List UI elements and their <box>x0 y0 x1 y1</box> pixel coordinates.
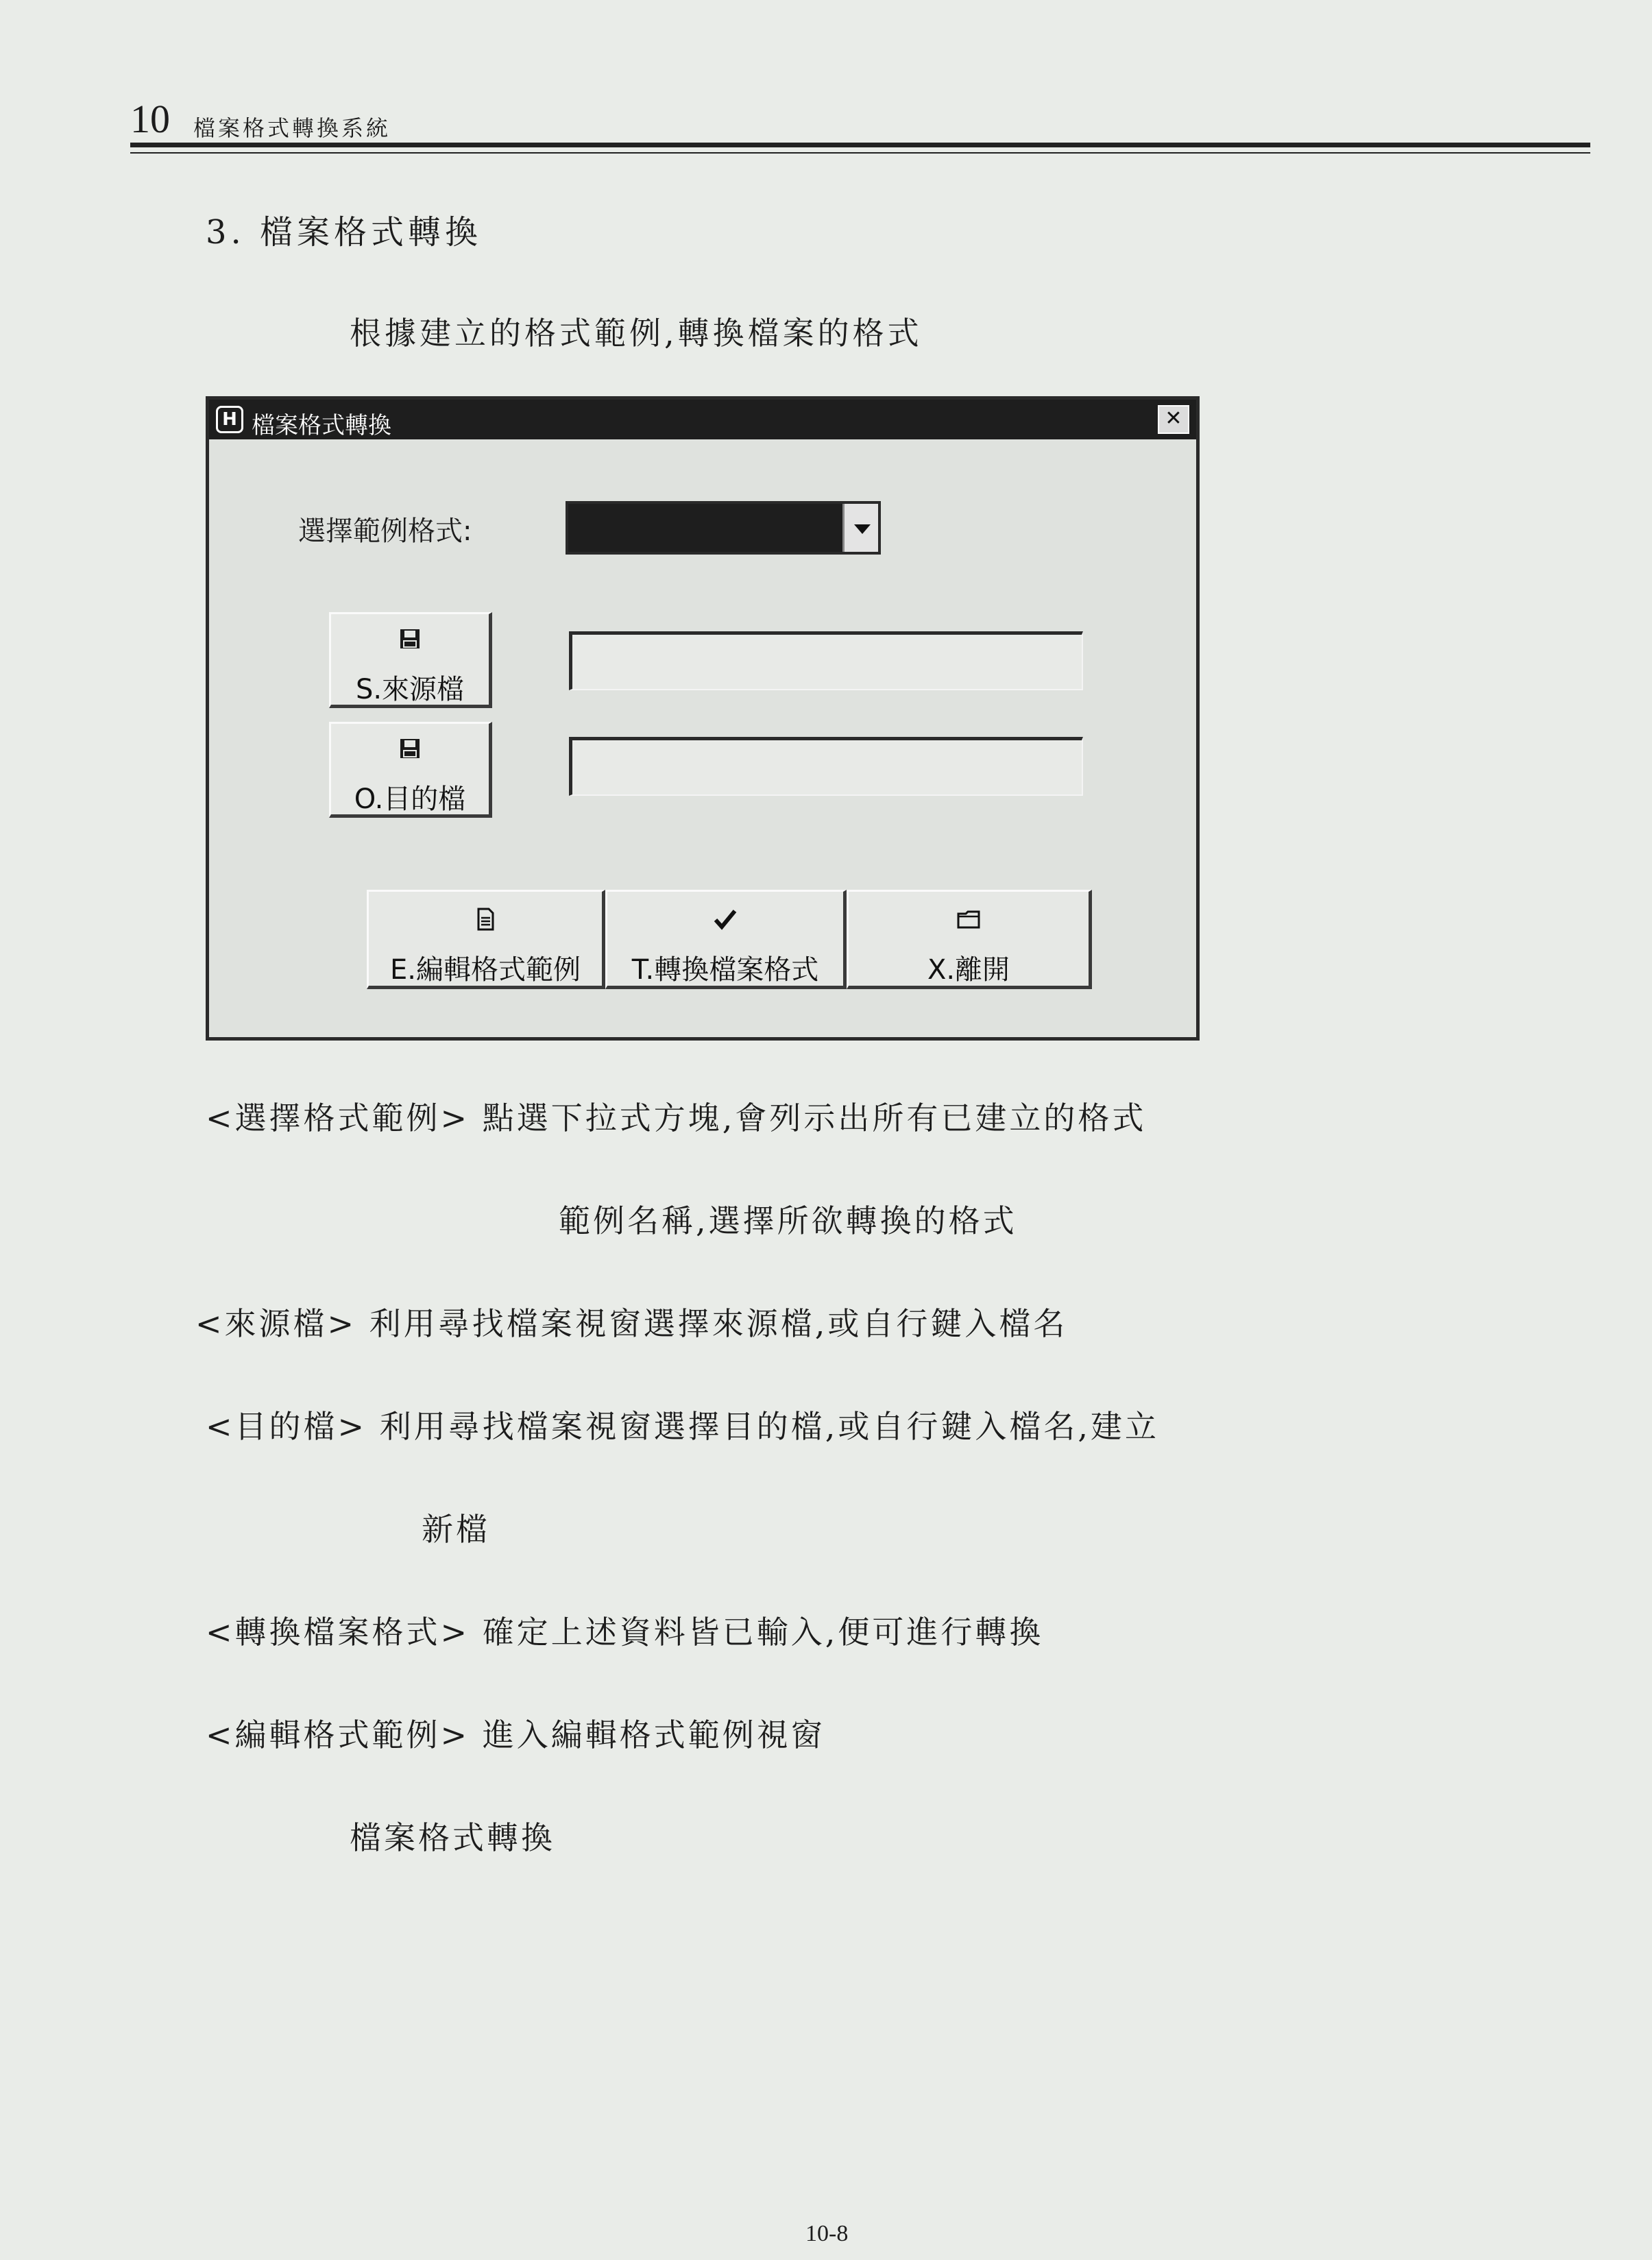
source-file-button[interactable] <box>329 612 492 708</box>
page-number: 10 <box>130 97 170 141</box>
dialog-titlebar[interactable] <box>209 400 1196 439</box>
dest-file-input[interactable] <box>569 737 1083 796</box>
desc-select-template: <選擇格式範例> 點選下拉式方塊,會列示出所有已建立的格式 <box>206 1099 1147 1137</box>
source-file-input[interactable] <box>569 631 1083 690</box>
checkmark-icon <box>713 907 738 932</box>
section-heading: 3. 檔案格式轉換 <box>206 213 483 252</box>
folder-icon <box>956 907 981 932</box>
page-footer-number: 10-8 <box>805 2221 849 2246</box>
chevron-down-icon[interactable] <box>842 504 878 552</box>
desc-edit-template-cont: 檔案格式轉換 <box>350 1819 555 1856</box>
file-format-convert-dialog <box>206 396 1200 1041</box>
document-icon <box>473 907 498 932</box>
convert-file-button-label: T.轉換檔案格式 <box>631 954 819 986</box>
edit-template-button-label: E.編輯格式範例 <box>390 954 581 986</box>
desc-convert-format: <轉換檔案格式> 確定上述資料皆已輸入,便可進行轉換 <box>206 1614 1044 1651</box>
floppy-disk-icon <box>399 628 421 650</box>
app-icon: H <box>216 406 243 433</box>
select-template-label: 選擇範例格式: <box>298 515 472 547</box>
close-button[interactable]: ✕ <box>1158 405 1189 434</box>
desc-source-file: <來源檔> 利用尋找檔案視窗選擇來源檔,或自行鍵入檔名 <box>195 1305 1068 1342</box>
source-file-button-label: S.來源檔 <box>355 674 465 705</box>
convert-file-button[interactable] <box>605 890 847 989</box>
running-header-title: 檔案格式轉換系統 <box>193 115 391 141</box>
page-header <box>130 96 1590 178</box>
desc-dest-file-cont: 新檔 <box>422 1511 490 1548</box>
header-rule-thick <box>130 143 1590 147</box>
exit-button[interactable] <box>847 890 1092 989</box>
exit-button-label: X.離開 <box>927 954 1010 986</box>
desc-dest-file: <目的檔> 利用尋找檔案視窗選擇目的檔,或自行鍵入檔名,建立 <box>206 1408 1159 1445</box>
header-rule-thin <box>130 152 1590 154</box>
dialog-title: 檔案格式轉換 <box>252 412 391 439</box>
dest-file-button-label: O.目的檔 <box>354 783 466 815</box>
floppy-disk-icon <box>399 738 421 760</box>
desc-edit-template: <編輯格式範例> 進入編輯格式範例視窗 <box>206 1716 825 1753</box>
template-format-dropdown[interactable] <box>566 501 881 555</box>
desc-select-template-cont: 範例名稱,選擇所欲轉換的格式 <box>559 1202 1017 1239</box>
edit-template-button[interactable] <box>367 890 605 989</box>
dest-file-button[interactable] <box>329 722 492 818</box>
section-intro: 根據建立的格式範例,轉換檔案的格式 <box>350 315 923 352</box>
